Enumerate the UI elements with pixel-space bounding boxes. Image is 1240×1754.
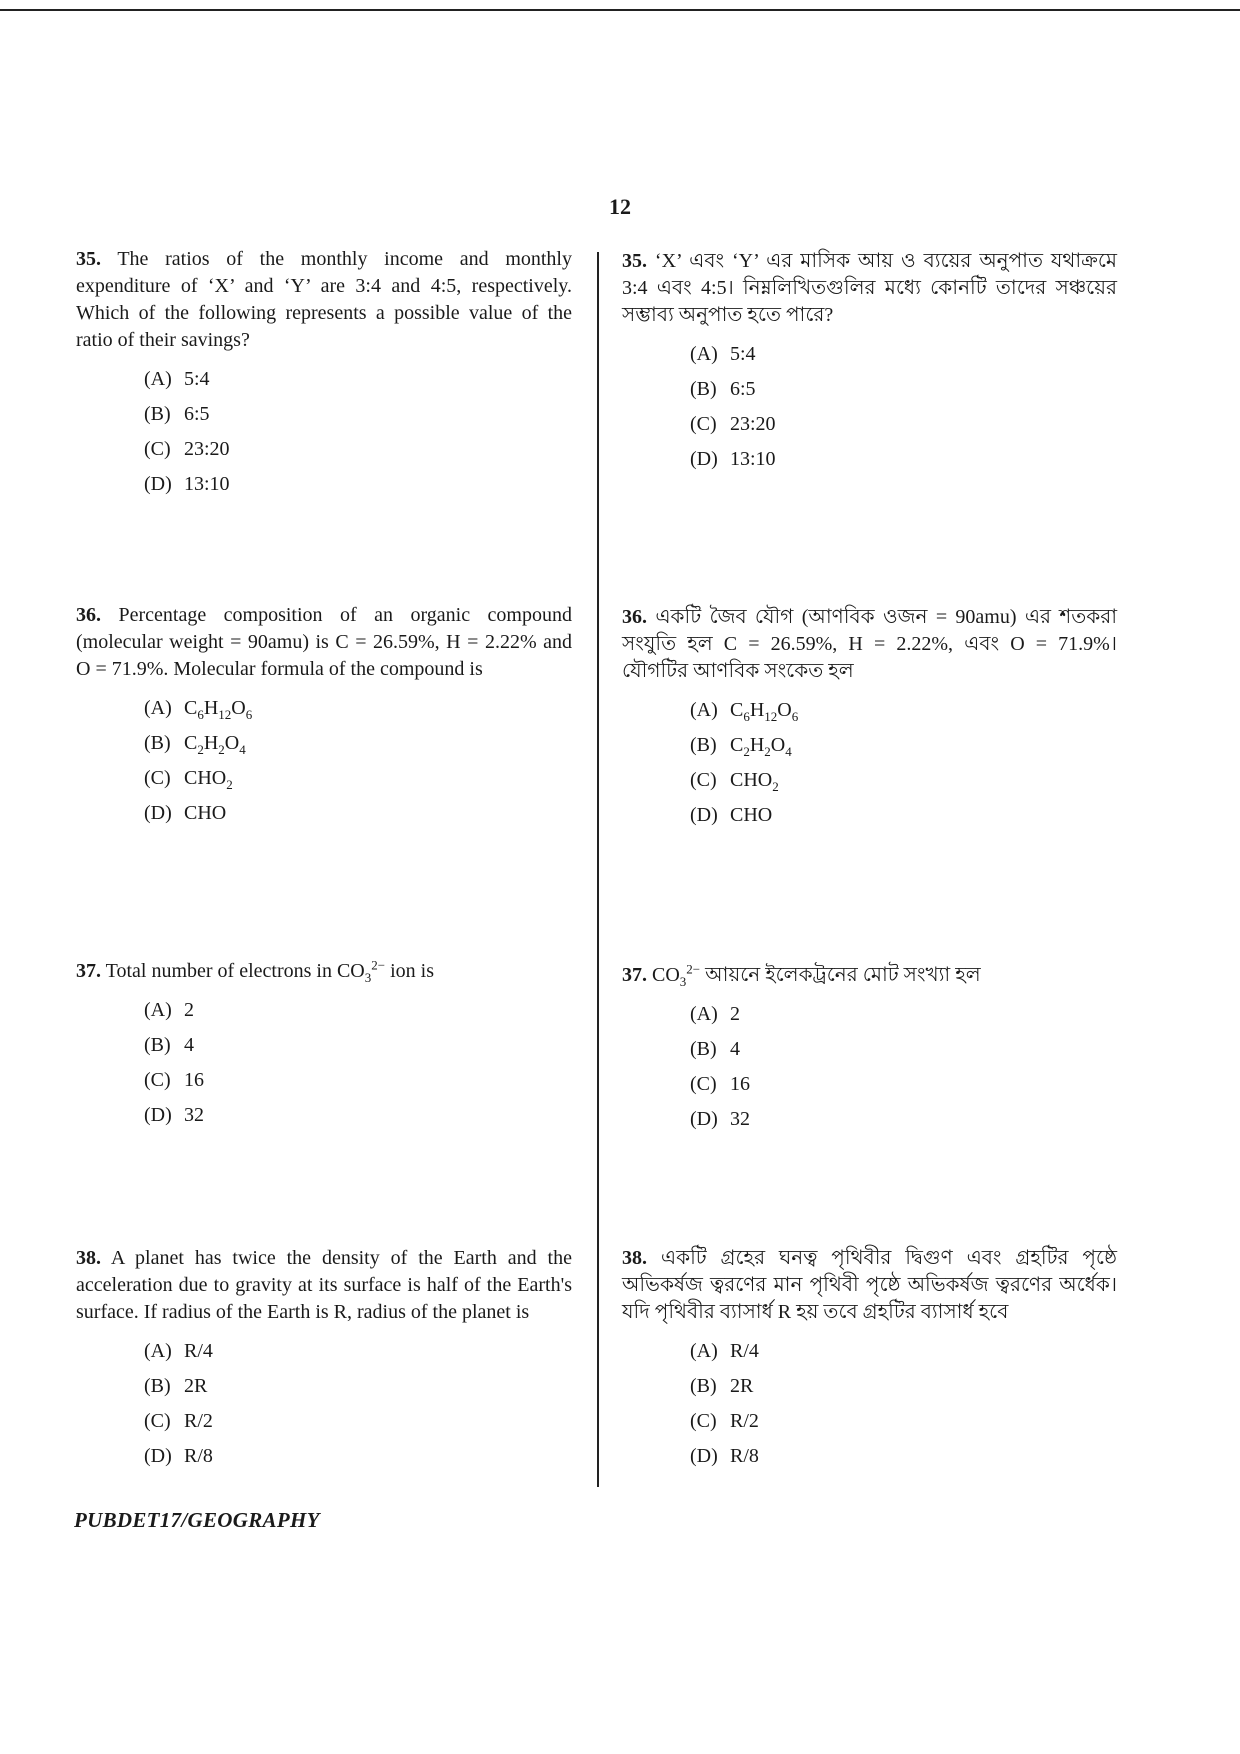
option-a [144,362,572,397]
question-35-bengali [622,248,1117,477]
option-formula: $CHO_2$ [184,767,233,792]
option-b [144,726,572,761]
option-label: (B) [144,732,171,754]
option-label: (D) [144,473,172,495]
option-b [144,397,572,432]
option-c [690,407,1117,442]
option-text: 4 [184,1034,194,1056]
option-text: 5:4 [730,343,756,365]
option-d [144,1098,572,1133]
option-label: (D) [690,1445,718,1467]
option-text: 13:10 [730,448,776,470]
question-35-english [76,246,572,502]
option-text: 16 [730,1073,750,1095]
question-number: 38. [622,1247,647,1269]
option-label: (B) [144,403,171,425]
option-c [144,1063,572,1098]
option-a [144,993,572,1028]
option-text: R/8 [184,1445,213,1467]
option-b [690,1032,1117,1067]
option-text: 13:10 [184,473,230,495]
option-c [690,1067,1117,1102]
option-list [690,1334,1117,1474]
option-b [690,372,1117,407]
question-stem [76,1245,572,1326]
option-label: (B) [690,734,717,756]
option-label: (D) [690,804,718,826]
option-text: 5:4 [184,368,210,390]
option-a [144,691,572,726]
question-text: একটি জৈব যৌগ (আণবিক ওজন = 90amu) এর শতকরা সংযুতি হল C = 26.59%, H = 2.22%, এবং O = 71.9%। যৌগটির আণবিক সংকেত হল [622,606,1118,682]
option-label: (C) [690,1073,717,1095]
option-formula: $C_2H_2O_4$ [184,732,246,757]
option-formula: CHO [730,804,773,826]
option-text: R/4 [184,1340,213,1362]
option-label: (C) [144,1069,171,1091]
option-label: (A) [144,697,172,719]
option-label: (B) [690,378,717,400]
question-stem [76,246,572,354]
question-text: Percentage composition of an organic compound (molecular weight = 90amu) is C = 26.59%, H = 2.22% and O = 71.9%. Molecular formula of the compound is [76,604,572,680]
option-text: 4 [730,1038,740,1060]
option-d [690,798,1117,833]
option-text: 32 [730,1108,750,1130]
option-label: (A) [690,1003,718,1025]
question-37-bengali [622,962,1117,1137]
option-b [144,1028,572,1063]
option-text: 23:20 [184,438,230,460]
top-border-rule [0,9,1240,11]
paper-code-footer: PUBDET17/GEOGRAPHY [74,1508,320,1532]
option-label: (D) [144,802,172,824]
option-a [690,1334,1117,1369]
question-36-bengali [622,604,1117,833]
option-d [690,442,1117,477]
option-text: 16 [184,1069,204,1091]
option-label: (D) [690,448,718,470]
option-text: 2 [184,999,194,1021]
option-a [690,997,1117,1032]
option-c [144,432,572,467]
option-c [690,763,1117,798]
option-list [144,1334,572,1474]
option-label: (A) [144,368,172,390]
option-c [690,1404,1117,1439]
page-number: 12 [609,194,631,219]
option-text: R/2 [730,1410,759,1432]
column-divider [597,252,599,1487]
option-formula: $CHO_2$ [730,769,779,794]
question-38-bengali [622,1245,1117,1474]
question-stem [76,958,572,985]
option-text: 2R [730,1375,754,1397]
option-text: 32 [184,1104,204,1126]
option-text: 2 [730,1003,740,1025]
option-a [144,1334,572,1369]
option-label: (C) [690,769,717,791]
question-stem [622,248,1117,329]
option-formula: $C_6H_{12}O_6$ [730,699,799,724]
question-stem [622,604,1117,685]
option-label: (B) [690,1375,717,1397]
question-number: 36. [76,604,101,626]
question-number: 36. [622,606,647,628]
option-text: 2R [184,1375,208,1397]
option-text: 6:5 [184,403,210,425]
option-b [144,1369,572,1404]
question-number: 37. [76,960,101,982]
option-label: (C) [144,438,171,460]
option-list [690,997,1117,1137]
question-number: 35. [76,248,101,270]
option-label: (A) [690,1340,718,1362]
option-label: (D) [144,1445,172,1467]
option-b [690,1369,1117,1404]
option-a [690,337,1117,372]
option-d [690,1439,1117,1474]
option-d [144,796,572,831]
question-36-english [76,602,572,831]
question-37-english [76,958,572,1133]
option-label: (C) [690,413,717,435]
question-text: The ratios of the monthly income and monthly expenditure of ‘X’ and ‘Y’ are 3:4 and 4:5, respectively. Which of the following represents a possible value of the ratio of their savings? [76,248,572,351]
question-stem [622,1245,1117,1326]
option-text: 6:5 [730,378,756,400]
option-formula: $C_2H_2O_4$ [730,734,792,759]
question-38-english [76,1245,572,1474]
option-label: (B) [690,1038,717,1060]
option-d [144,1439,572,1474]
option-list [690,693,1117,833]
option-a [690,693,1117,728]
option-text: R/8 [730,1445,759,1467]
question-stem [622,962,1117,989]
option-label: (D) [690,1108,718,1130]
question-text: A planet has twice the density of the Earth and the acceleration due to gravity at its surface is half of the Earth's surface. If radius of the Earth is R, radius of the planet is [76,1247,572,1323]
question-text: Total number of electrons in $CO_3^{2-}$ ion is [105,957,434,985]
question-text: একটি গ্রহের ঘনত্ব পৃথিবীর দ্বিগুণ এবং গ্রহটির পৃষ্ঠে অভিকর্ষজ ত্বরণের মান পৃথিবী পৃষ্ঠে অভিকর্ষজ ত্বরণের অর্ধেক। যদি পৃথিবীর ব্যাসার্ধ R হয় তবে গ্রহটির ব্যাসার্ধ হবে [622,1247,1117,1323]
option-d [690,1102,1117,1137]
option-label: (C) [144,1410,171,1432]
option-label: (A) [144,1340,172,1362]
option-text: R/2 [184,1410,213,1432]
option-label: (A) [690,343,718,365]
option-label: (C) [144,767,171,789]
option-c [144,761,572,796]
option-formula: CHO [184,802,227,824]
option-c [144,1404,572,1439]
option-label: (A) [144,999,172,1021]
question-stem [76,602,572,683]
option-list [144,993,572,1133]
option-text: 23:20 [730,413,776,435]
option-list [690,337,1117,477]
option-list [144,691,572,831]
question-number: 38. [76,1247,101,1269]
option-list [144,362,572,502]
option-label: (A) [690,699,718,721]
option-label: (D) [144,1104,172,1126]
option-formula: $C_6H_{12}O_6$ [184,697,253,722]
option-label: (B) [144,1034,171,1056]
option-label: (C) [690,1410,717,1432]
option-b [690,728,1117,763]
question-number: 35. [622,250,647,272]
question-number: 37. [622,964,647,986]
question-text: ‘X’ এবং ‘Y’ এর মাসিক আয় ও ব্যয়ের অনুপাত যথাক্রমে 3:4 এবং 4:5। নিম্নলিখিতগুলির মধ্যে কোনটি তাদের সঞ্চয়ের সম্ভাব্য অনুপাত হতে পারে? [622,250,1118,326]
option-label: (B) [144,1375,171,1397]
question-text: $CO_3^{2-}$ আয়নে ইলেকট্রনের মোট সংখ্যা হল [652,961,981,989]
option-d [144,467,572,502]
option-text: R/4 [730,1340,759,1362]
